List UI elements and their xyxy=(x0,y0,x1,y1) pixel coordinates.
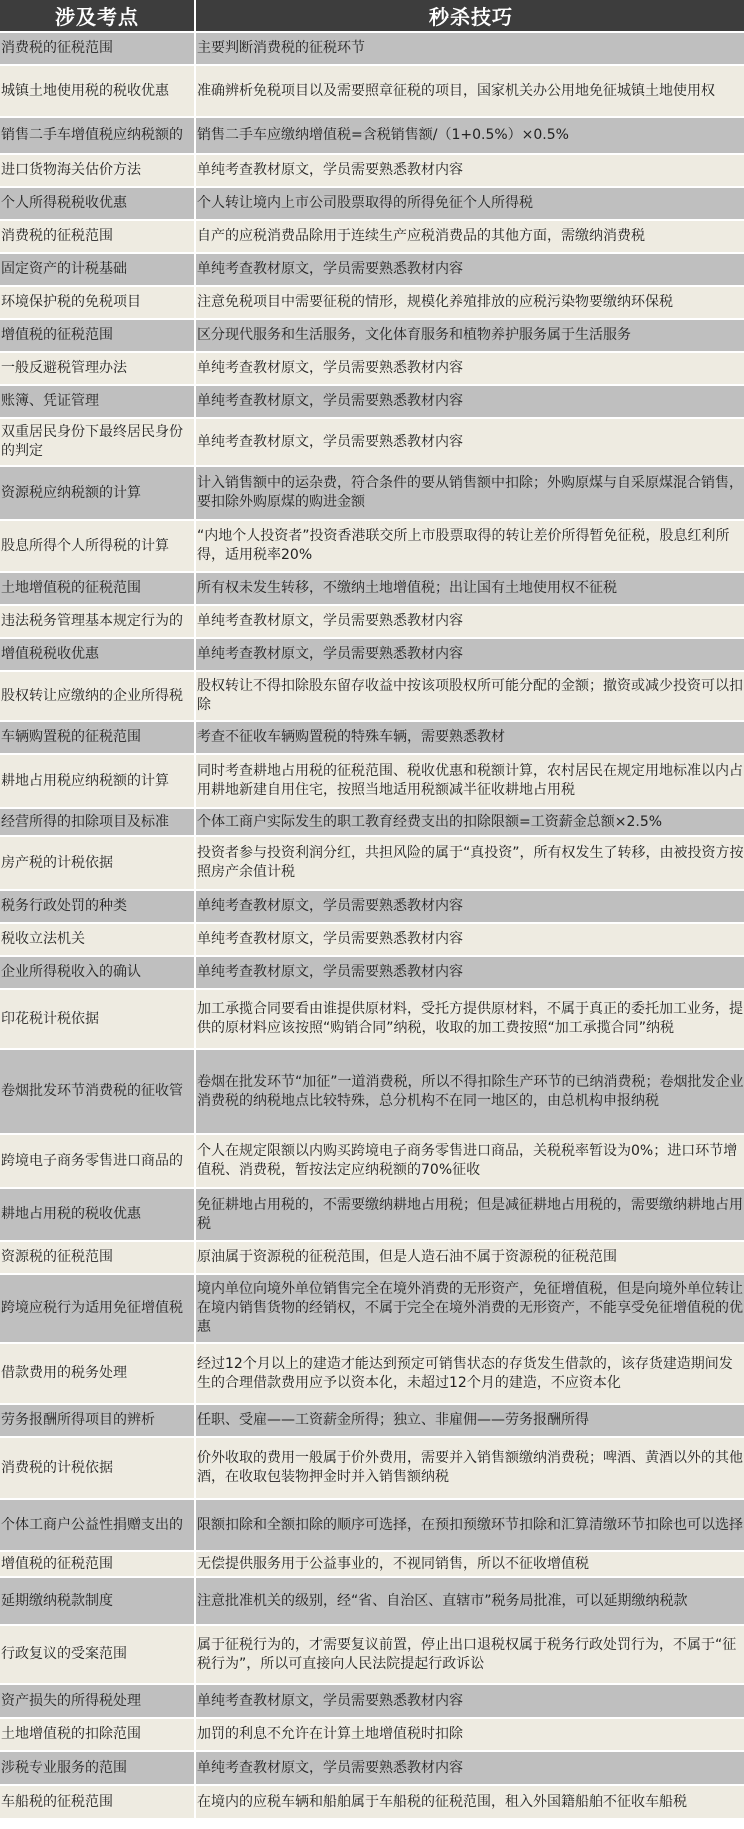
table-row xyxy=(0,1242,744,1273)
table-row xyxy=(0,1135,744,1187)
tip-cell: 准确辨析免税项目以及需要照章征税的项目，国家机关办公用地免征城镇土地使用权 xyxy=(196,66,744,116)
topic-cell: 违法税务管理基本规定行为的 xyxy=(0,606,194,637)
table-row xyxy=(0,924,744,955)
topic-cell: 城镇土地使用税的税收优惠 xyxy=(0,66,194,116)
table-row xyxy=(0,521,744,571)
tip-cell: 任职、受雇——工资薪金所得；独立、非雇佣——劳务报酬所得 xyxy=(196,1405,744,1436)
topic-cell: 印花税计税依据 xyxy=(0,990,194,1048)
table-row xyxy=(0,1626,744,1683)
topic-cell: 增值税的征税范围 xyxy=(0,1552,194,1576)
table-row xyxy=(0,254,744,285)
tip-cell: “内地个人投资者”投资香港联交所上市股票取得的转让差价所得暂免征税，股息红利所得，适用税率20% xyxy=(196,521,744,571)
tip-cell: 单纯考查教材原文，学员需要熟悉教材内容 xyxy=(196,924,744,955)
tip-cell: 免征耕地占用税的，不需要缴纳耕地占用税；但是减征耕地占用税的，需要缴纳耕地占用税 xyxy=(196,1189,744,1240)
topic-cell: 资源税应纳税额的计算 xyxy=(0,467,194,519)
topic-cell: 卷烟批发环节消费税的征收管 xyxy=(0,1050,194,1133)
table-header-row xyxy=(0,0,744,31)
tip-cell: 境内单位向境外单位销售完全在境外消费的无形资产，免征增值税，但是向境外单位转让在境内销售货物的经销权，不属于完全在境外消费的无形资产，不能享受免征增值税的优惠 xyxy=(196,1275,744,1342)
topic-cell: 跨境应税行为适用免征增值税 xyxy=(0,1275,194,1342)
topic-cell: 行政复议的受案范围 xyxy=(0,1626,194,1683)
tip-cell: 单纯考查教材原文，学员需要熟悉教材内容 xyxy=(196,1685,744,1717)
tip-cell: 卷烟在批发环节“加征”一道消费税，所以不得扣除生产环节的已纳消费税；卷烟批发企业消费税的纳税地点比较特殊，总分机构不在同一地区的，由总机构申报纳税 xyxy=(196,1050,744,1133)
tip-cell: 考查不征收车辆购置税的特殊车辆，需要熟悉教材 xyxy=(196,722,744,753)
table-row xyxy=(0,990,744,1048)
topic-cell: 耕地占用税应纳税额的计算 xyxy=(0,755,194,807)
topic-cell: 销售二手车增值税应纳税额的 xyxy=(0,118,194,153)
header-tip: 秒杀技巧 xyxy=(196,0,744,31)
table-row xyxy=(0,957,744,988)
tip-cell: 单纯考查教材原文，学员需要熟悉教材内容 xyxy=(196,639,744,670)
topic-cell: 房产税的计税依据 xyxy=(0,837,194,889)
topic-cell: 股息所得个人所得税的计算 xyxy=(0,521,194,571)
topic-cell: 资源税的征税范围 xyxy=(0,1242,194,1273)
tip-cell: 个人转让境内上市公司股票取得的所得免征个人所得税 xyxy=(196,188,744,219)
table-row xyxy=(0,188,744,219)
tip-cell: 单纯考查教材原文，学员需要熟悉教材内容 xyxy=(196,386,744,417)
table-row xyxy=(0,1275,744,1342)
tip-cell: 销售二手车应缴纳增值税=含税销售额/（1+0.5%）×0.5% xyxy=(196,118,744,153)
topic-cell: 税收立法机关 xyxy=(0,924,194,955)
tip-cell: 主要判断消费税的征税环节 xyxy=(196,33,744,64)
tip-cell: 计入销售额中的运杂费，符合条件的要从销售额中扣除；外购原煤与自采原煤混合销售，要扣除外购原煤的购进金额 xyxy=(196,467,744,519)
table-row xyxy=(0,1552,744,1576)
tip-cell: 在境内的应税车辆和船舶属于车船税的征税范围，租入外国籍船舶不征收车船税 xyxy=(196,1786,744,1818)
topic-cell: 耕地占用税的税收优惠 xyxy=(0,1189,194,1240)
header-topic: 涉及考点 xyxy=(0,0,194,31)
table-row xyxy=(0,287,744,318)
table-row xyxy=(0,66,744,116)
table-row xyxy=(0,1578,744,1624)
topic-cell: 车辆购置税的征税范围 xyxy=(0,722,194,753)
tip-cell: 股权转让不得扣除股东留存收益中按该项股权所可能分配的金额；撤资或减少投资可以扣除 xyxy=(196,672,744,720)
table-row xyxy=(0,1786,744,1818)
table-row xyxy=(0,467,744,519)
tip-cell: 加罚的利息不允许在计算土地增值税时扣除 xyxy=(196,1719,744,1750)
table-row xyxy=(0,722,744,753)
tip-cell: 个人在规定限额以内购买跨境电子商务零售进口商品，关税税率暂设为0%；进口环节增值税、消费税，暂按法定应纳税额的70%征收 xyxy=(196,1135,744,1187)
topic-cell: 消费税的计税依据 xyxy=(0,1438,194,1498)
tip-cell: 原油属于资源税的征税范围，但是人造石油不属于资源税的征税范围 xyxy=(196,1242,744,1273)
table-row xyxy=(0,118,744,153)
tip-cell: 限额扣除和全额扣除的顺序可选择，在预扣预缴环节扣除和汇算清缴环节扣除也可以选择 xyxy=(196,1500,744,1550)
topic-cell: 增值税税收优惠 xyxy=(0,639,194,670)
topic-cell: 资产损失的所得税处理 xyxy=(0,1685,194,1717)
tip-cell: 单纯考查教材原文，学员需要熟悉教材内容 xyxy=(196,891,744,922)
tip-cell: 加工承揽合同要看由谁提供原材料，受托方提供原材料，不属于真正的委托加工业务，提供的原材料应该按照“购销合同”纳税，收取的加工费按照“加工承揽合同”纳税 xyxy=(196,990,744,1048)
topic-cell: 经营所得的扣除项目及标准 xyxy=(0,809,194,835)
tip-cell: 自产的应税消费品除用于连续生产应税消费品的其他方面，需缴纳消费税 xyxy=(196,221,744,252)
table-row xyxy=(0,672,744,720)
table-row xyxy=(0,1438,744,1498)
topic-cell: 延期缴纳税款制度 xyxy=(0,1578,194,1624)
table-row xyxy=(0,1405,744,1436)
table-row xyxy=(0,1189,744,1240)
topic-cell: 个人所得税税收优惠 xyxy=(0,188,194,219)
topic-cell: 土地增值税的征税范围 xyxy=(0,573,194,604)
table-row xyxy=(0,639,744,670)
topic-cell: 股权转让应缴纳的企业所得税 xyxy=(0,672,194,720)
table-row xyxy=(0,837,744,889)
topic-cell: 跨境电子商务零售进口商品的 xyxy=(0,1135,194,1187)
tip-cell: 投资者参与投资利润分红，共担风险的属于“真投资”，所有权发生了转移，由被投资方按照房产余值计税 xyxy=(196,837,744,889)
topic-cell: 双重居民身份下最终居民身份的判定 xyxy=(0,419,194,465)
table-row xyxy=(0,320,744,351)
topic-cell: 账簿、凭证管理 xyxy=(0,386,194,417)
topic-cell: 消费税的征税范围 xyxy=(0,221,194,252)
tip-cell: 无偿提供服务用于公益事业的，不视同销售，所以不征收增值税 xyxy=(196,1552,744,1576)
table-row xyxy=(0,221,744,252)
tip-cell: 单纯考查教材原文，学员需要熟悉教材内容 xyxy=(196,155,744,186)
topic-cell: 税务行政处罚的种类 xyxy=(0,891,194,922)
topic-cell: 土地增值税的扣除范围 xyxy=(0,1719,194,1750)
topic-cell: 消费税的征税范围 xyxy=(0,33,194,64)
topic-cell: 环境保护税的免税项目 xyxy=(0,287,194,318)
topic-cell: 企业所得税收入的确认 xyxy=(0,957,194,988)
topic-cell: 借款费用的税务处理 xyxy=(0,1344,194,1403)
topic-cell: 增值税的征税范围 xyxy=(0,320,194,351)
tip-cell: 单纯考查教材原文，学员需要熟悉教材内容 xyxy=(196,353,744,384)
topic-cell: 一般反避税管理办法 xyxy=(0,353,194,384)
table-row xyxy=(0,419,744,465)
tip-cell: 个体工商户实际发生的职工教育经费支出的扣除限额=工资薪金总额×2.5% xyxy=(196,809,744,835)
tip-cell: 注意批准机关的级别，经“省、自治区、直辖市”税务局批准，可以延期缴纳税款 xyxy=(196,1578,744,1624)
topic-cell: 劳务报酬所得项目的辨析 xyxy=(0,1405,194,1436)
tip-cell: 区分现代服务和生活服务，文化体育服务和植物养护服务属于生活服务 xyxy=(196,320,744,351)
table-row xyxy=(0,573,744,604)
topic-cell: 个体工商户公益性捐赠支出的 xyxy=(0,1500,194,1550)
tip-cell: 单纯考查教材原文，学员需要熟悉教材内容 xyxy=(196,957,744,988)
table-row xyxy=(0,1500,744,1550)
topic-cell: 车船税的征税范围 xyxy=(0,1786,194,1818)
tip-cell: 属于征税行为的，才需要复议前置，停止出口退税权属于税务行政处罚行为，不属于“征税行为”，所以可直接向人民法院提起行政诉讼 xyxy=(196,1626,744,1683)
table-body xyxy=(0,33,744,1818)
tip-cell: 单纯考查教材原文，学员需要熟悉教材内容 xyxy=(196,254,744,285)
tip-cell: 单纯考查教材原文，学员需要熟悉教材内容 xyxy=(196,419,744,465)
table-row xyxy=(0,1752,744,1784)
table-row xyxy=(0,155,744,186)
table-row xyxy=(0,1719,744,1750)
table-row xyxy=(0,1685,744,1717)
table-row xyxy=(0,33,744,64)
table-row xyxy=(0,891,744,922)
table-row xyxy=(0,606,744,637)
table-row xyxy=(0,1344,744,1403)
table-row xyxy=(0,1050,744,1133)
table-row xyxy=(0,809,744,835)
topic-cell: 固定资产的计税基础 xyxy=(0,254,194,285)
tip-cell: 经过12个月以上的建造才能达到预定可销售状态的存货发生借款的，该存货建造期间发生的合理借款费用应予以资本化，未超过12个月的建造，不应资本化 xyxy=(196,1344,744,1403)
tip-cell: 单纯考查教材原文，学员需要熟悉教材内容 xyxy=(196,606,744,637)
topic-cell: 进口货物海关估价方法 xyxy=(0,155,194,186)
table-row xyxy=(0,386,744,417)
table-row xyxy=(0,353,744,384)
table-row xyxy=(0,755,744,807)
tip-cell: 同时考查耕地占用税的征税范围、税收优惠和税额计算，农村居民在规定用地标准以内占用耕地新建自用住宅，按照当地适用税额减半征收耕地占用税 xyxy=(196,755,744,807)
tip-cell: 所有权未发生转移，不缴纳土地增值税；出让国有土地使用权不征税 xyxy=(196,573,744,604)
topic-cell: 涉税专业服务的范围 xyxy=(0,1752,194,1784)
tip-cell: 注意免税项目中需要征税的情形，规模化养殖排放的应税污染物要缴纳环保税 xyxy=(196,287,744,318)
tip-cell: 单纯考查教材原文，学员需要熟悉教材内容 xyxy=(196,1752,744,1784)
tip-cell: 价外收取的费用一般属于价外费用，需要并入销售额缴纳消费税；啤酒、黄酒以外的其他酒，在收取包装物押金时并入销售额纳税 xyxy=(196,1438,744,1498)
